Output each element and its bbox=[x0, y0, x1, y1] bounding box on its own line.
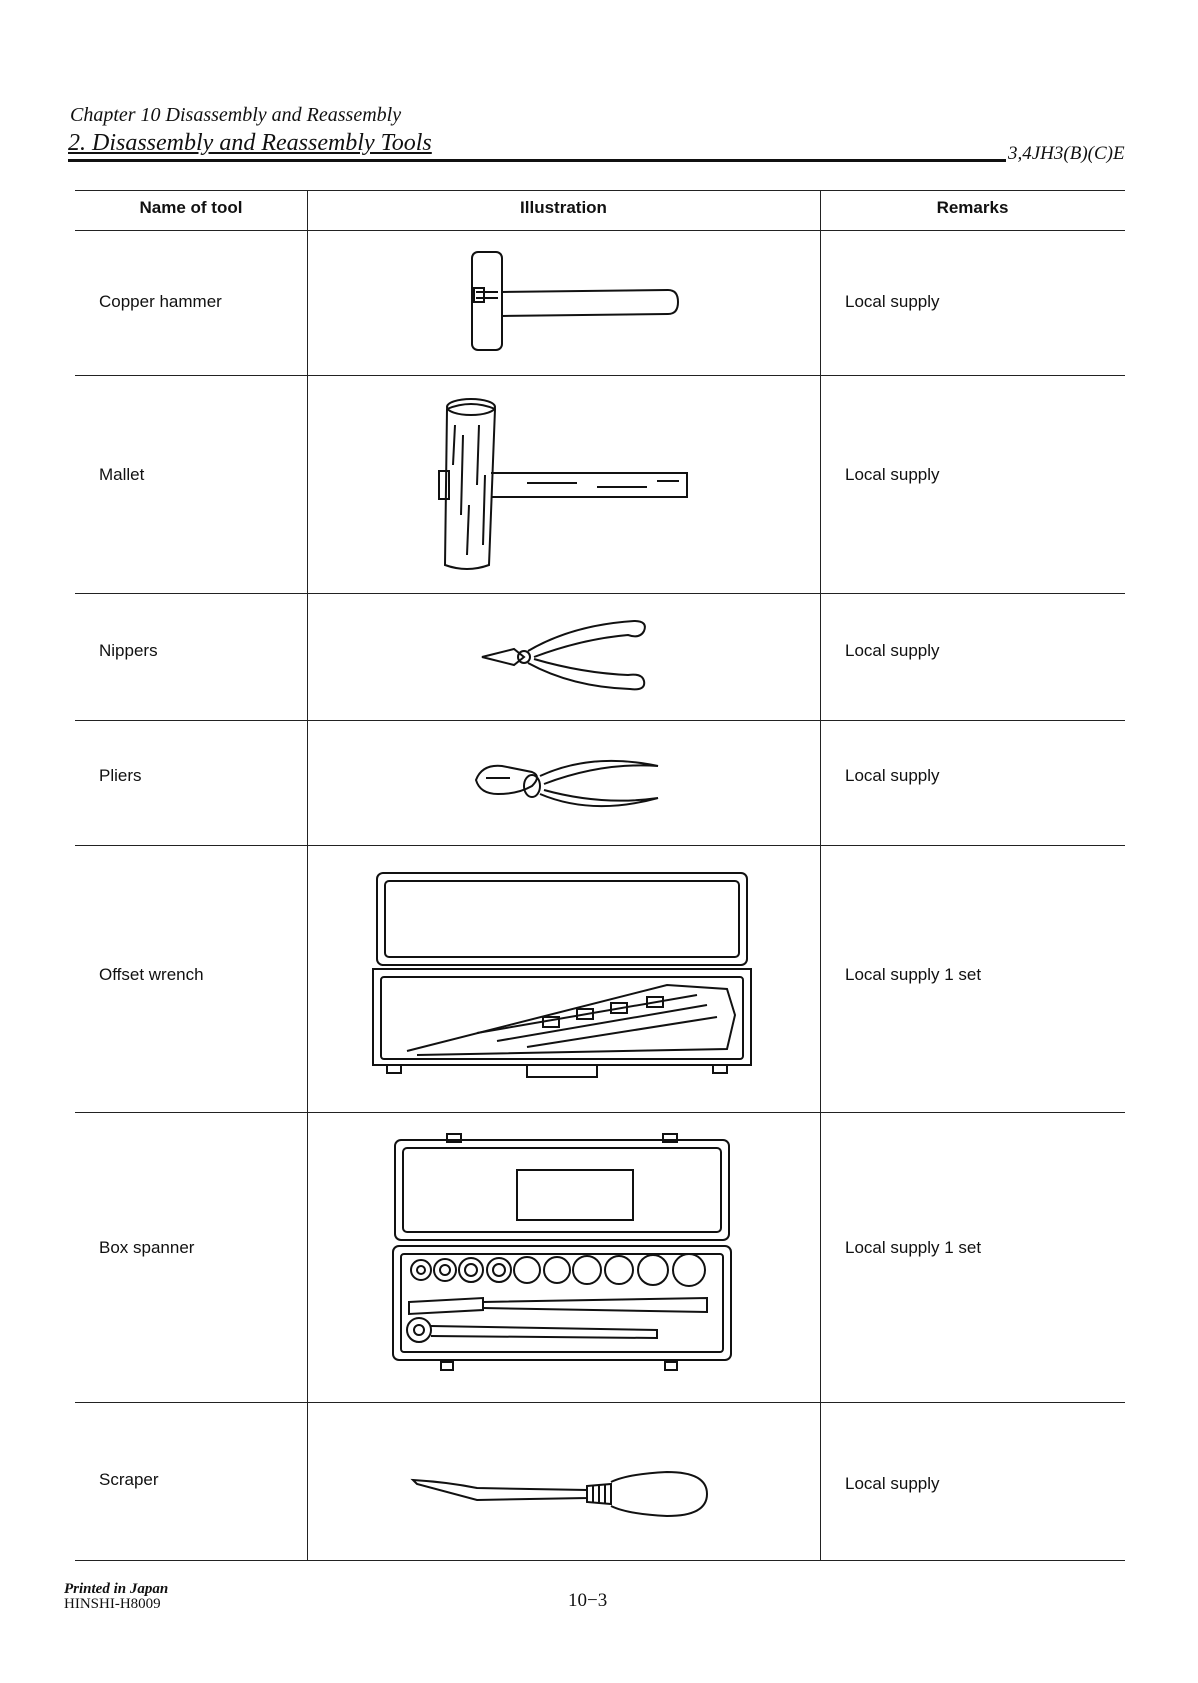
printed-in-text: Printed in Japan bbox=[64, 1581, 169, 1597]
tool-name: Scraper bbox=[99, 1470, 159, 1489]
chapter-heading: Chapter 10 Disassembly and Reassembly bbox=[70, 104, 402, 126]
document-code: HINSHI-H8009 bbox=[64, 1596, 161, 1612]
pliers-illustration bbox=[307, 742, 817, 822]
mallet-illustration bbox=[307, 395, 817, 575]
column-header-illustration: Illustration bbox=[520, 198, 607, 217]
tool-name: Box spanner bbox=[99, 1238, 195, 1257]
tool-name: Mallet bbox=[99, 465, 145, 484]
tool-remarks: Local supply bbox=[845, 641, 940, 660]
section-title: 2. Disassembly and Reassembly Tools bbox=[68, 130, 432, 156]
tool-remarks: Local supply bbox=[845, 465, 940, 484]
nippers-illustration bbox=[307, 611, 817, 701]
table-row bbox=[75, 720, 1125, 845]
scraper-illustration bbox=[307, 1462, 817, 1522]
tool-remarks: Local supply bbox=[845, 766, 940, 785]
copper-hammer-illustration bbox=[307, 242, 817, 362]
tool-name: Offset wrench bbox=[99, 965, 204, 984]
footer-imprint bbox=[64, 1582, 168, 1612]
tool-remarks: Local supply bbox=[845, 1474, 940, 1493]
table-rule bbox=[75, 190, 1125, 191]
tool-remarks: Local supply 1 set bbox=[845, 965, 982, 984]
table-rule bbox=[75, 1560, 1125, 1561]
table-row bbox=[75, 1402, 1125, 1560]
tools-table bbox=[75, 190, 1125, 1562]
tool-remarks: Local supply bbox=[845, 292, 940, 311]
tool-name: Copper hammer bbox=[99, 292, 222, 311]
table-row bbox=[75, 1112, 1125, 1402]
offset-wrench-set-illustration bbox=[307, 865, 817, 1095]
column-header-remarks: Remarks bbox=[936, 198, 1009, 217]
tool-remarks: Local supply 1 set bbox=[845, 1238, 982, 1257]
page-number: 10−3 bbox=[568, 1590, 608, 1611]
header-rule bbox=[68, 159, 1006, 162]
table-row bbox=[75, 375, 1125, 593]
table-row bbox=[75, 845, 1125, 1112]
box-spanner-set-illustration bbox=[307, 1130, 817, 1380]
column-header-name: Name of tool bbox=[139, 198, 243, 217]
table-row bbox=[75, 593, 1125, 720]
tool-name: Nippers bbox=[99, 641, 158, 660]
model-code: 3,4JH3(B)(C)E bbox=[1008, 143, 1125, 164]
table-row bbox=[75, 230, 1125, 375]
tool-name: Pliers bbox=[99, 766, 142, 785]
